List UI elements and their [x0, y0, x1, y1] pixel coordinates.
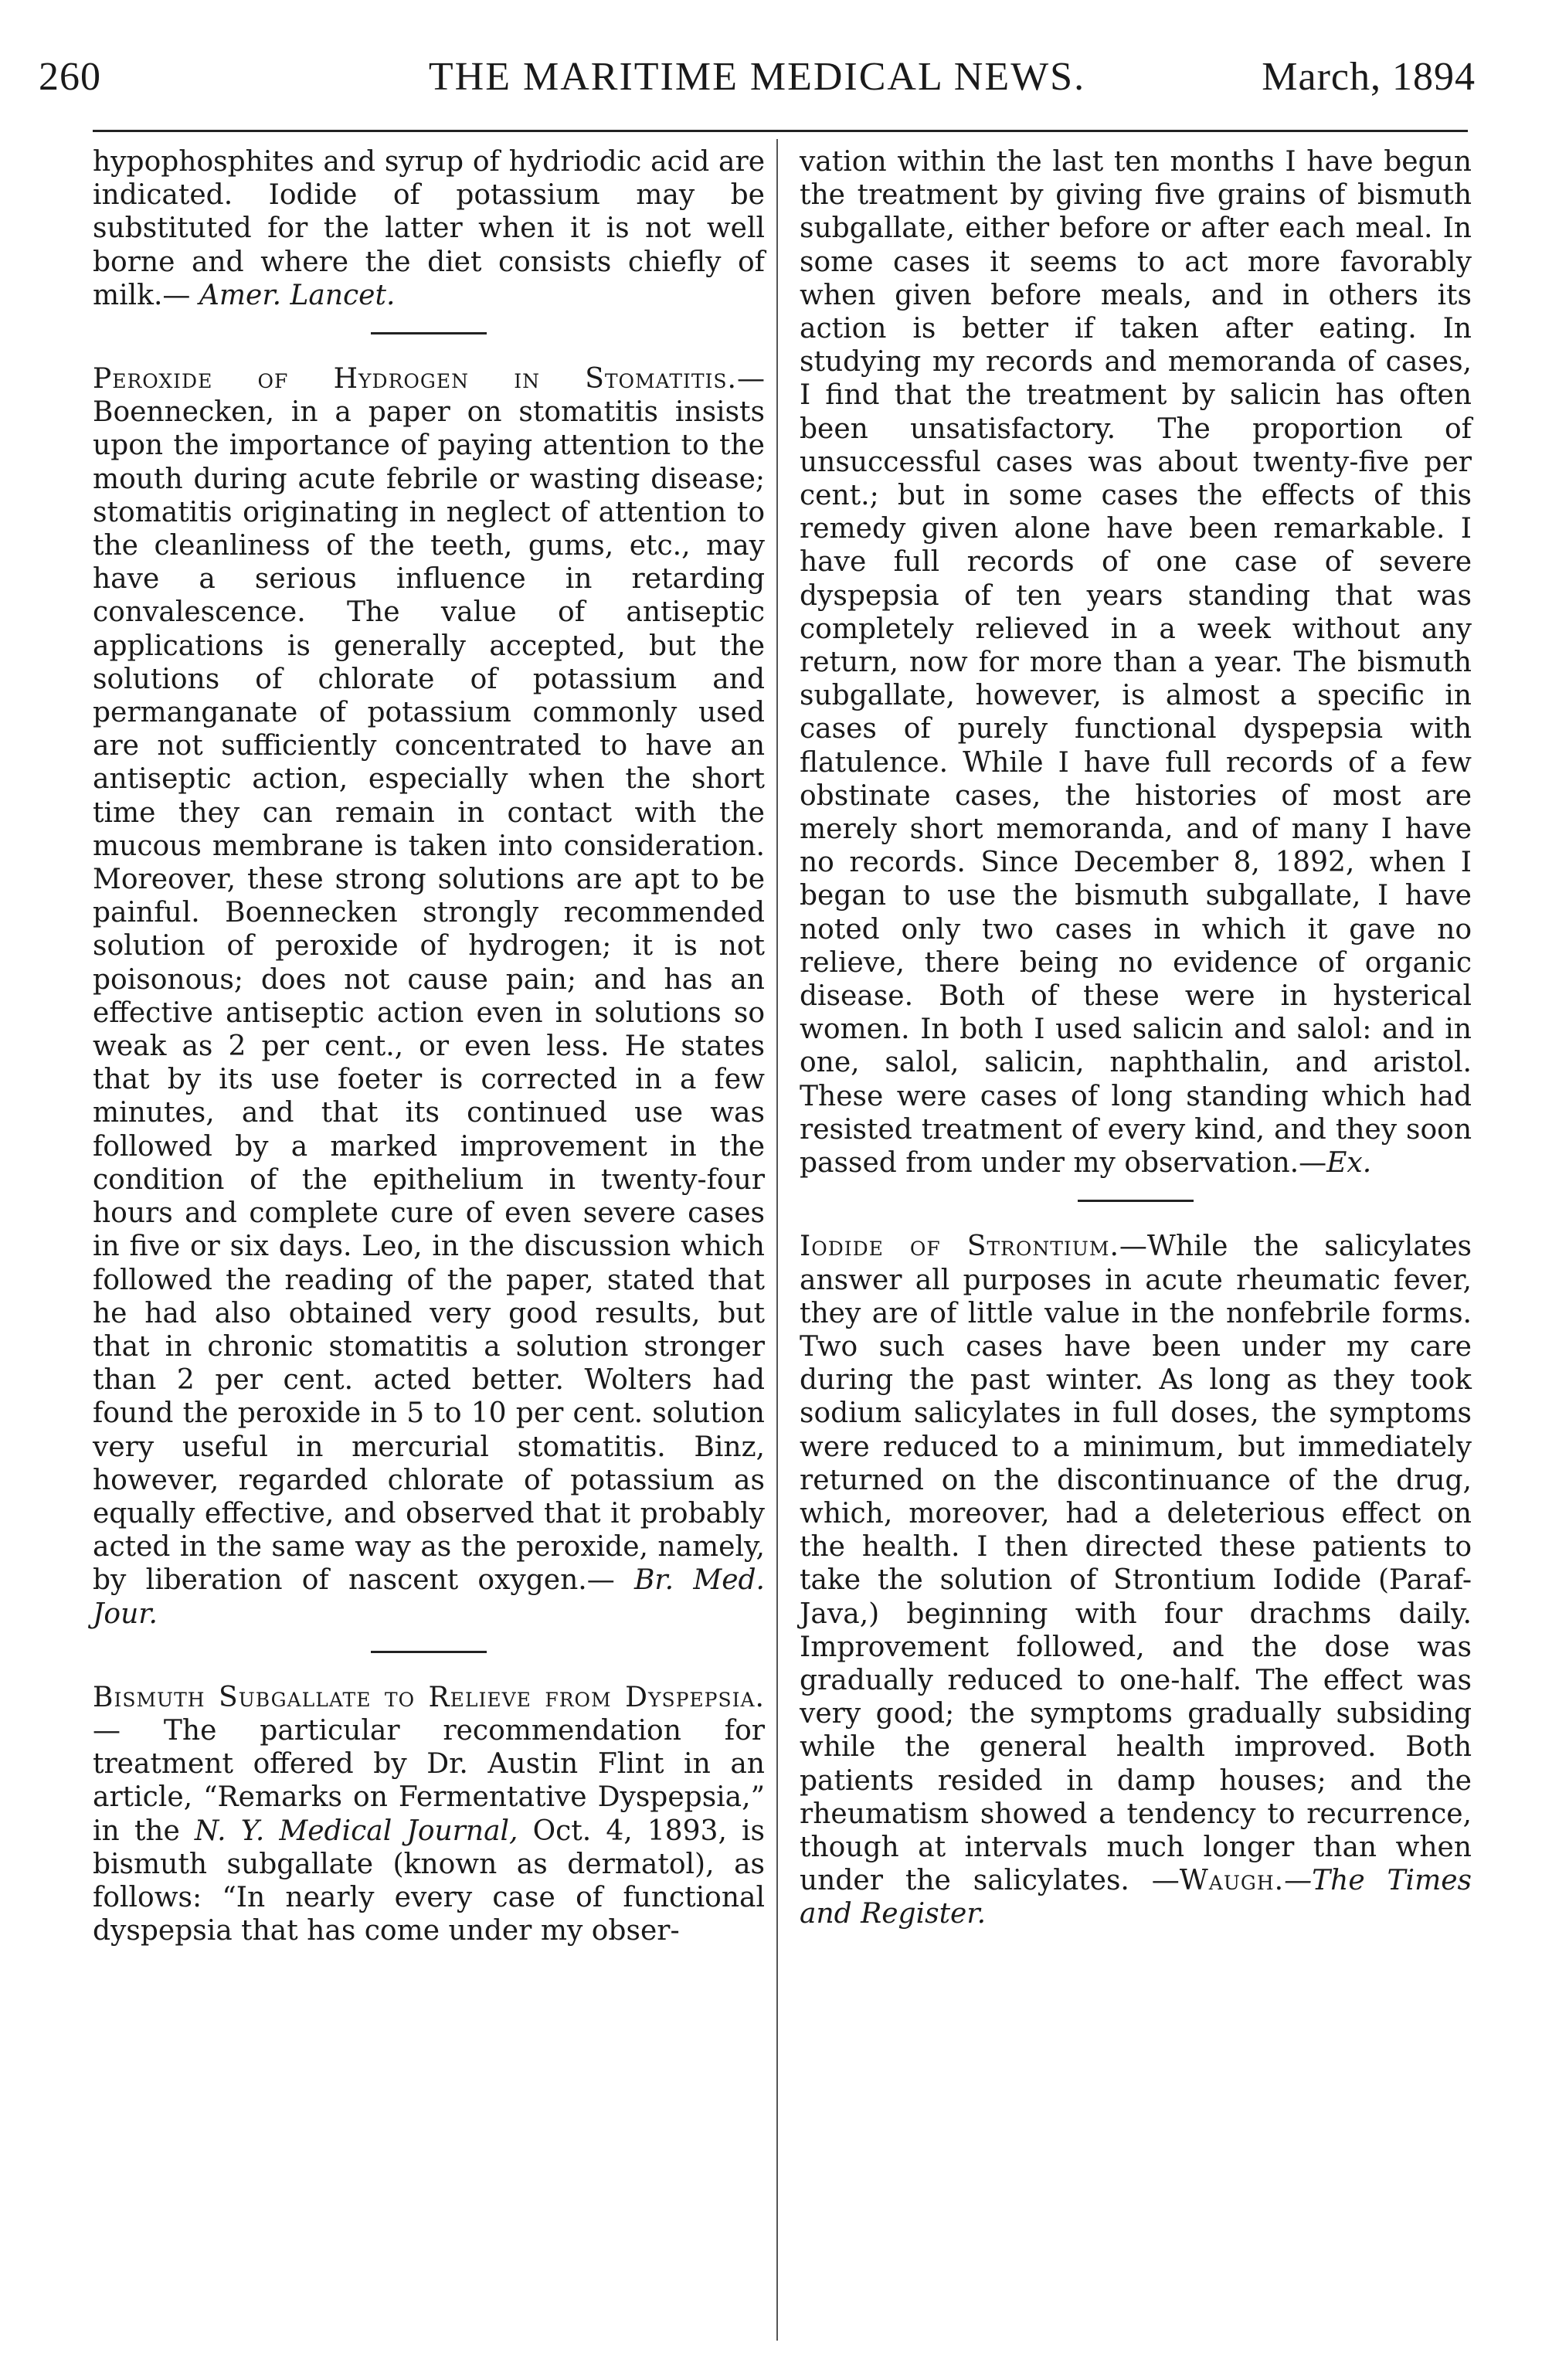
- article-bismuth: [93, 1681, 765, 1948]
- journal-title: THE MARITIME MEDICAL NEWS.: [428, 55, 1086, 99]
- section-separator: [1078, 1200, 1194, 1202]
- issue-date: March, 1894: [1262, 55, 1476, 99]
- continuation-paragraph: [93, 145, 765, 312]
- article-body-peroxide: —Boennecken, in a paper on stomatitis insists upon the importance of paying attention to the mouth during acute febrile or wasting disease; stomatitis originating in neglect of attention to the cleanliness of the teeth, gums, etc., may have a serious influence in retarding convalescence. The value of antiseptic applications is generally accepted, but the solutions of chlorate of potassium and permanganate of potassium commonly used are not sufficiently concentrated to have an antiseptic action, especially when the short time they can remain in contact with the mucous membrane is taken into consideration. Moreover, these strong solutions are apt to be painful. Boennecken strongly recommended solution of peroxide of hydrogen; it is not poisonous; does not cause pain; and has an effective antiseptic action even in solutions so weak as 2 per cent., or even less. He states that by its use foeter is corrected in a few minutes, and that its continued use was followed by a marked improvement in the condition of the epithelium in twenty-four hours and complete cure of even severe cases in five or six days. Leo, in the discussion which followed the reading of the paper, stated that he had also obtained very good results, but that in chronic stomatitis a solution stronger than 2 per cent. acted better. Wolters had found the peroxide in 5 to 10 per cent. solution very useful in mercurial stomatitis. Binz, however, regarded chlorate of potassium as equally effective, and observed that it probably acted in the same way as the peroxide, namely, by liberation of nascent oxygen.—: [93, 363, 765, 1597]
- article-journal-bismuth: N. Y. Medical Journal,: [194, 1815, 518, 1847]
- right-column: [800, 145, 1472, 1931]
- article-author-strontium: Waugh.: [1179, 1865, 1285, 1897]
- section-separator: [371, 332, 487, 334]
- article-title-bismuth: Bismuth Subgallate to Relieve from Dyspepsia.: [93, 1681, 765, 1713]
- bismuth-continued-text: vation within the last ten months I have begun the treatment by giving five grains of bismuth subgallate, either before or after each meal. In some cases it seems to act more favorably when given before meals, and in others its action is better if taken after eating. In studying my records and memoranda of cases, I find that the treatment by salicin has often been unsatisfactory. The proportion of unsuccessful cases was about twenty-five per cent.; but in some cases the effects of this remedy given alone have been remarkable. I have full records of one case of severe dyspepsia of ten years standing that was completely relieved in a week without any return, now for more than a year. The bismuth subgallate, however, is almost a specific in cases of purely functional dyspepsia with flatulence. While I have full records of a few obstinate cases, the histories of most are merely short memoranda, and of many I have no records. Since December 8, 1892, when I began to use the bismuth subgallate, I have noted only two cases in which it gave no relieve, there being no evidence of organic disease. Both of these were in hysterical women. In both I used salicin and salol: and in one, salol, salicin, naphthalin, and aristol. These were cases of long standing which had resisted treatment of every kind, and they soon passed from under my observation.—: [800, 146, 1472, 1180]
- article-title-strontium: Iodide of Strontium.: [800, 1231, 1119, 1263]
- column-divider: [776, 139, 778, 2341]
- continuation-text: hypophosphites and syrup of hydriodic acid are indicated. Iodide of potassium may be substituted for the latter when it is not well borne and where the diet consists chiefly of milk.—: [93, 146, 765, 311]
- left-column: [93, 145, 765, 1947]
- bismuth-continued-paragraph: [800, 145, 1472, 1180]
- article-source-peroxide: Br. Med. Jour.: [93, 1564, 766, 1630]
- article-body-strontium: —While the salicylates answer all purposes in acute rheumatic fever, they are of little value in the nonfebrile forms. Two such cases have been under my care during the past winter. As long as they took sodium salicylates in full doses, the symptoms were reduced to a minimum, but immediately returned on the discontinuance of the drug, which, moreover, had a deleterious effect on the health. I then directed these patients to take the solution of Strontium Iodide (Paraf-Java,) beginning with four drachms daily. Improvement followed, and the dose was gradually reduced to one-half. The effect was very good; the symptoms gradually subsiding while the general health improved. Both patients resided in damp houses; and the rheumatism showed a tendency to recurrence, though at intervals much longer than when under the salicylates. —: [800, 1231, 1472, 1897]
- bismuth-continued-source: Ex.: [1326, 1147, 1372, 1180]
- continuation-source: Amer. Lancet.: [199, 279, 396, 311]
- article-strontium: [800, 1230, 1472, 1930]
- article-title-peroxide: Peroxide of Hydrogen in Stomatitis.: [93, 363, 737, 396]
- section-separator: [371, 1651, 487, 1653]
- article-body-bismuth-part2: Oct. 4, 1893, is bismuth subgallate (known as dermatol), as follows: “In nearly every case of functional dyspepsia that has come under my obser-: [93, 1815, 765, 1947]
- article-source-strontium: —The Times and Register.: [800, 1865, 1472, 1930]
- page-number: 260: [39, 55, 101, 99]
- running-head: [39, 54, 1476, 116]
- article-body-bismuth-part1: — The particular recommendation for treatment offered by Dr. Austin Flint in an article, “Remarks on Fermentative Dyspepsia,” in the: [93, 1714, 765, 1847]
- article-peroxide: [93, 362, 765, 1631]
- header-rule: [93, 130, 1468, 132]
